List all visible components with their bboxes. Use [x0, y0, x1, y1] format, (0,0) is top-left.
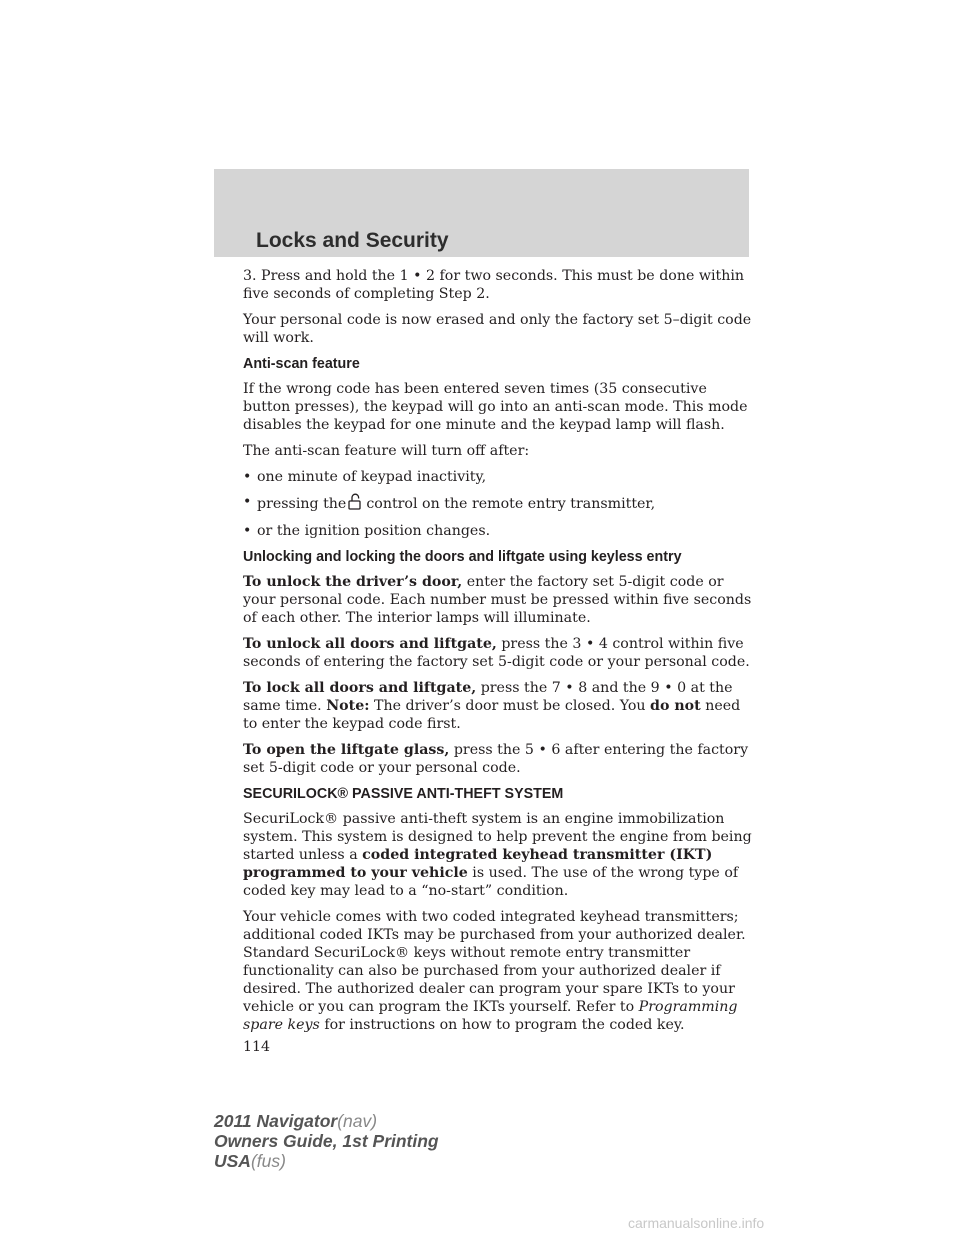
footer-line-2: Owners Guide, 1st Printing — [214, 1131, 439, 1151]
footer — [214, 1111, 439, 1171]
step-3-paragraph: 3. Press and hold the 1 • 2 for two seconds. This must be done within five seconds of completing Step 2. — [243, 268, 745, 302]
list-item: • one minute of keypad inactivity, — [243, 469, 487, 485]
unlock-driver-door-paragraph: To unlock the driver’s door, enter the factory set 5-digit code or your personal code. Each number must be pressed within five seconds of each other. The interior lamps will illuminate. — [243, 574, 752, 626]
bullet: • — [243, 494, 252, 510]
watermark: carmanualsonline.info — [628, 1215, 765, 1231]
anti-scan-list — [243, 468, 753, 540]
anti-scan-paragraph: If the wrong code has been entered seven times (35 consecutive button presses), the keypad will go into an anti-scan mode. This mode disables the keypad for one minute and the keypad lamp will flash. — [243, 381, 748, 433]
bullet: • — [243, 469, 252, 485]
page-body — [243, 267, 753, 1056]
list-item: • or the ignition position changes. — [243, 523, 491, 539]
anti-scan-heading: Anti-scan feature — [243, 356, 360, 372]
securilock-paragraph-2: Your vehicle comes with two coded integrated keyhead transmitters; additional coded IKTs may be purchased from your authorized dealer. Standard SecuriLock® keys without remote entry transmitter functionality can also be purchased from your authorized dealer if desired. The authorized dealer can program your spare IKTs to your vehicle or you can program the IKTs yourself. Refer to Programming spare keys for instructions on how to program the coded key. — [243, 909, 746, 1033]
open-liftgate-glass-paragraph: To open the liftgate glass, press the 5 • 6 after entering the factory set 5-digit code or your personal code. — [243, 742, 749, 776]
section-header — [214, 169, 749, 257]
keyless-entry-heading: Unlocking and locking the doors and liftgate using keyless entry — [243, 549, 682, 565]
unlock-icon — [347, 493, 363, 515]
list-item: • pressing the control on the remote entry transmitter, — [243, 493, 753, 515]
section-title: Locks and Security — [256, 229, 449, 252]
page-number: 114 — [243, 1039, 271, 1055]
code-erased-paragraph: Your personal code is now erased and only the factory set 5–digit code will work. — [243, 312, 752, 346]
unlock-all-doors-paragraph: To unlock all doors and liftgate, press the 3 • 4 control within five seconds of entering the factory set 5-digit code or your personal code. — [243, 636, 750, 670]
footer-line-3: USA(fus) — [214, 1151, 286, 1171]
bullet: • — [243, 523, 252, 539]
securilock-paragraph-1: SecuriLock® passive anti-theft system is an engine immobilization system. This system is designed to help prevent the engine from being started unless a coded integrated keyhead transmitter (IKT) programmed to your vehicle is used. The use of the wrong type of coded key may lead to a “no-start” condition. — [243, 811, 752, 899]
securilock-heading: SECURILOCK® PASSIVE ANTI-THEFT SYSTEM — [243, 786, 564, 802]
lock-all-doors-paragraph: To lock all doors and liftgate, press the 7 • 8 and the 9 • 0 at the same time. Note: The driver’s door must be closed. You do not need to enter the keypad code first. — [243, 680, 741, 732]
footer-line-1: 2011 Navigator(nav) — [214, 1111, 378, 1131]
anti-scan-off-paragraph: The anti-scan feature will turn off after: — [243, 443, 530, 459]
